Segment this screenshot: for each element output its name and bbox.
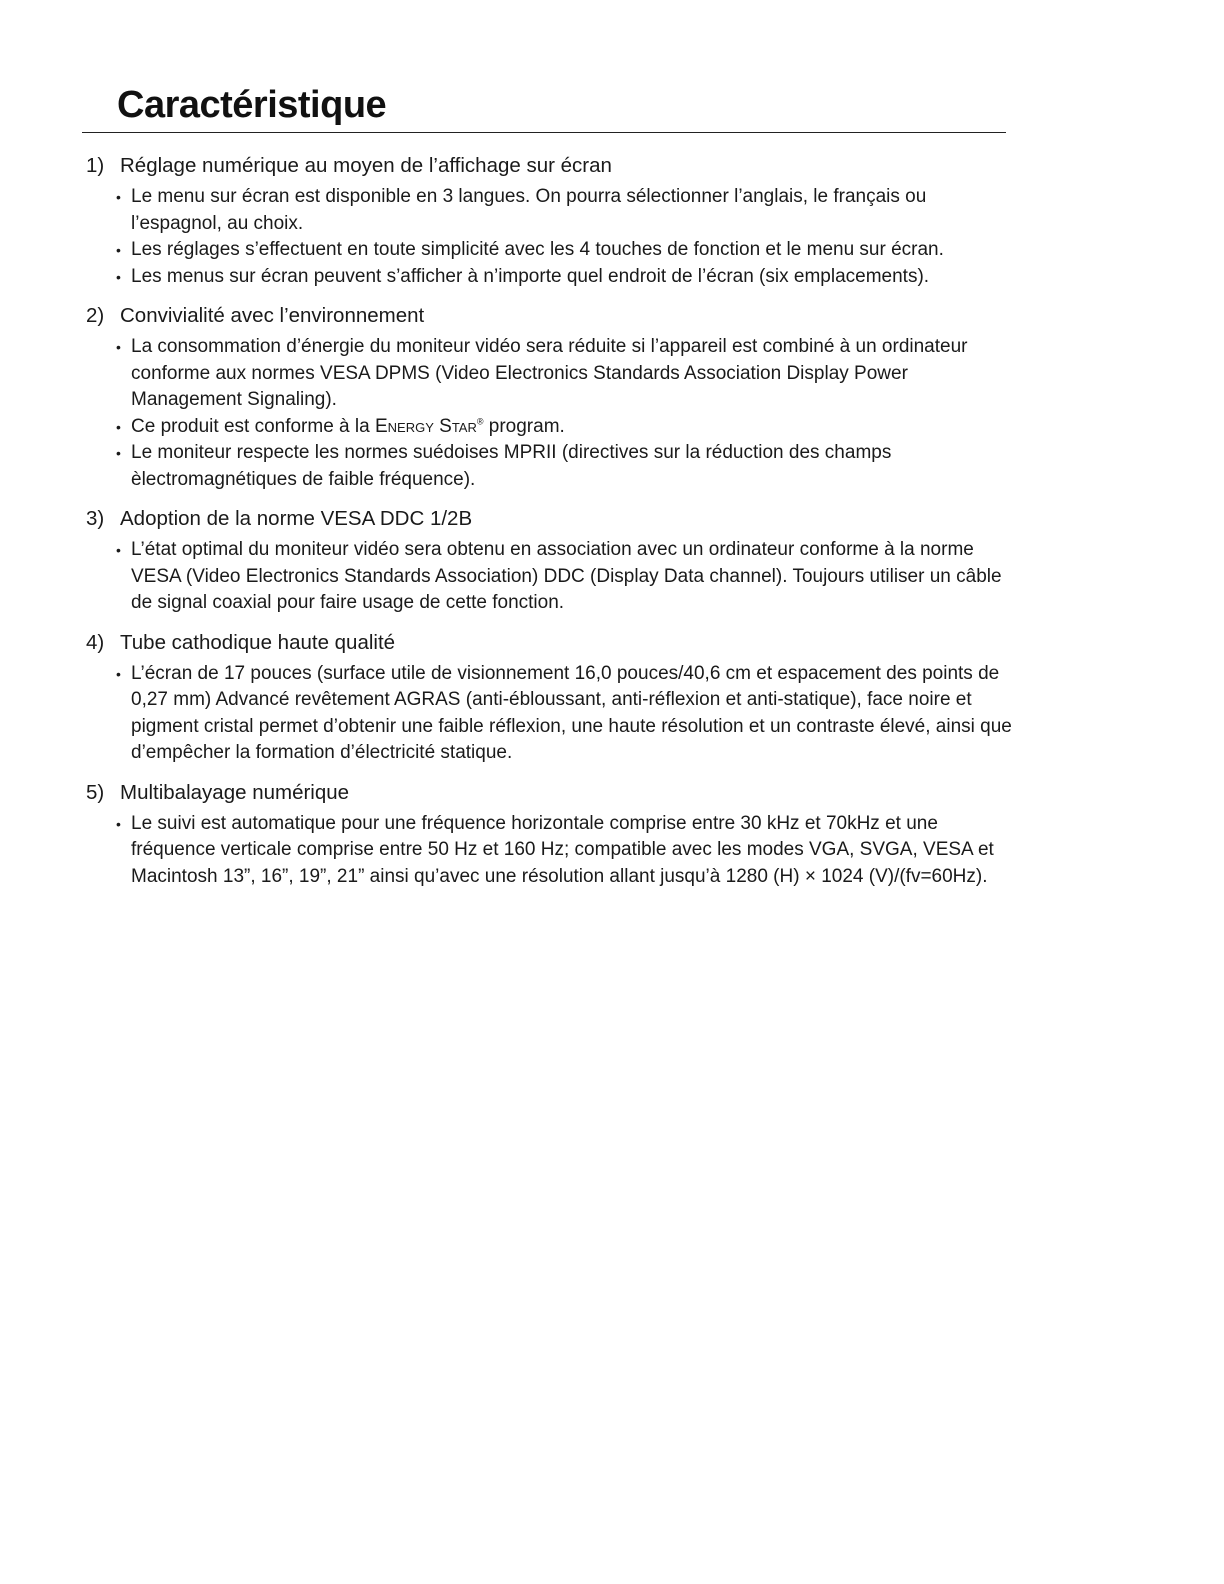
section-number: 1): [86, 154, 105, 177]
bullet-text: Les menus sur écran peuvent s’afficher à n’importe quel endroit de l’écran (six emplacements).: [131, 265, 930, 287]
bullet-item: [116, 414, 1016, 441]
section-header: [86, 505, 1016, 533]
bullet-item: [116, 440, 1016, 493]
bullet-marker: •: [116, 665, 121, 682]
bullet-text: Les réglages s’effectuent en toute simplicité avec les 4 touches de fonction et le menu sur écran.: [131, 239, 944, 260]
bullet-item: [116, 184, 1016, 237]
section-header: [86, 629, 1016, 657]
feature-section-3: [86, 505, 1016, 617]
section-heading: Convivialité avec l’environnement: [120, 304, 425, 327]
section-number: 3): [86, 507, 105, 530]
bullet-text: Le suivi est automatique pour une fréquence horizontale comprise entre 30 kHz et 70kHz et une fréquence verticale comprise entre 50 Hz et 160 Hz; compatible avec les modes VGA, SVGA, VESA et Macintosh 13”, 16”, 19”, 21” ainsi qu’avec une résolution allant jusqu’à 1280 (H) × 1024 (V)/(fv=60Hz).: [131, 812, 994, 887]
section-heading: Réglage numérique au moyen de l’affichage sur écran: [120, 154, 612, 177]
section-heading: Adoption de la norme VESA DDC 1/2B: [120, 507, 473, 530]
bullet-marker: •: [116, 815, 121, 832]
feature-list: [86, 152, 1016, 902]
feature-section-4: [86, 629, 1016, 767]
bullet-list: [86, 661, 1016, 767]
bullet-text-energy-star: [131, 414, 1016, 441]
title-underline: [82, 132, 1006, 133]
section-number: 4): [86, 630, 105, 654]
section-number: 5): [86, 780, 105, 804]
page-title: Caractéristique: [117, 84, 387, 126]
bullet-marker: •: [116, 189, 121, 205]
section-heading: Tube cathodique haute qualité: [120, 630, 396, 654]
section-heading: Multibalayage numérique: [120, 780, 350, 804]
feature-section-1: [86, 152, 1016, 290]
bullet-text: L’état optimal du moniteur vidéo sera obtenu en association avec un ordinateur conforme à la norme VESA (Video Electronics Standards Association) DDC (Display Data channel). Toujours utiliser un câble de signal coaxial pour faire usage de cette fonction.: [131, 539, 1002, 613]
energy-text-before: Ce produit est conforme à la: [131, 415, 375, 437]
bullet-item: [116, 811, 1016, 891]
bullet-text: Le menu sur écran est disponible en 3 langues. On pourra sélectionner l’anglais, le français ou l’espagnol, au choix.: [131, 186, 927, 234]
bullet-marker: •: [116, 339, 121, 355]
bullet-text: La consommation d’énergie du moniteur vidéo sera réduite si l’appareil est combiné à un ordinateur conforme aux normes VESA DPMS (Video Electronics Standards Association Display Power Management Signaling).: [131, 336, 968, 410]
bullet-list: [86, 537, 1016, 617]
bullet-marker: •: [116, 542, 121, 558]
bullet-item: [116, 537, 1016, 617]
bullet-marker: •: [116, 445, 121, 461]
bullet-marker: •: [116, 268, 121, 285]
bullet-item: [116, 237, 1016, 264]
registered-mark: ®: [476, 416, 484, 427]
bullet-item: [116, 264, 1016, 291]
section-header: [86, 152, 1016, 180]
section-number: 2): [86, 304, 105, 327]
bullet-item: [116, 661, 1016, 767]
bullet-text: Le moniteur respecte les normes suédoises MPRII (directives sur la réduction des champs èlectromagnétiques de faible fréquence).: [131, 442, 892, 490]
section-header: [86, 779, 1016, 807]
bullet-item: [116, 334, 1016, 414]
bullet-marker: •: [116, 418, 121, 435]
energy-star-brand: Energy Star: [374, 415, 477, 437]
bullet-list: [86, 184, 1016, 290]
bullet-list: [86, 334, 1016, 493]
section-header: [86, 302, 1016, 330]
bullet-text: L’écran de 17 pouces (surface utile de visionnement 16,0 pouces/40,6 cm et espacement des points de 0,27 mm) Advancé revêtement AGRAS (anti-ébloussant, anti-réflexion et anti-statique), face noire et pigment cristal permet d’obtenir une faible réflexion, une haute résolution et un contraste élevé, ainsi que d’empêcher la formation d’électricité statique.: [131, 662, 1012, 763]
bullet-list: [86, 811, 1016, 891]
bullet-marker: •: [116, 242, 121, 258]
energy-text-after: program.: [483, 415, 565, 437]
feature-section-5: [86, 779, 1016, 891]
feature-section-2: [86, 302, 1016, 493]
